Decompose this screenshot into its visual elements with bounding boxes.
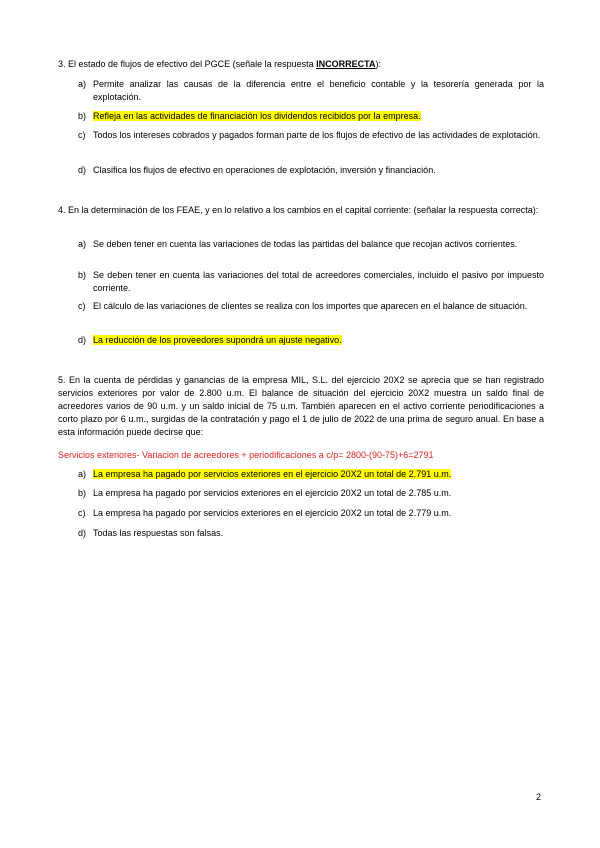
question-4-option-b <box>78 269 544 295</box>
question-3-text-end: ): <box>375 59 381 69</box>
option-letter: b) <box>78 488 87 498</box>
option-text: Se deben tener en cuenta las variaciones de todas las partidas del balance que recojan activos corrientes. <box>93 239 518 249</box>
option-text: Clasifica los flujos de efectivo en operaciones de explotación, inversión y financiación. <box>93 165 436 175</box>
option-letter: c) <box>78 301 86 311</box>
question-5-option-c <box>78 507 544 520</box>
option-letter: d) <box>78 335 87 345</box>
question-3-stem <box>58 58 544 71</box>
option-text: Todas las respuestas son falsas. <box>93 528 224 538</box>
option-letter: a) <box>78 469 87 479</box>
question-5-option-d <box>78 527 544 540</box>
question-4-stem <box>58 204 544 217</box>
option-letter: b) <box>78 270 87 280</box>
question-3-option-b <box>78 110 544 123</box>
question-3-option-d <box>78 164 544 177</box>
question-5-option-a <box>78 468 544 481</box>
solution-formula: Servicios exteriores- Variacion de acreedores + periodificaciones a c/p= 2800-(90-75)+6=2791 <box>58 450 434 460</box>
option-letter: a) <box>78 79 87 89</box>
option-text-highlighted: La empresa ha pagado por servicios exteriores en el ejercicio 20X2 un total de 2.791 u.m. <box>93 469 452 479</box>
option-text: Permite analizar las causas de la diferencia entre el beneficio contable y la tesorería generada por la explotación. <box>93 79 544 102</box>
option-letter: d) <box>78 528 87 538</box>
option-letter: b) <box>78 111 87 121</box>
question-5-text: 5. En la cuenta de pérdidas y ganancias de la empresa MIL, S.L. del ejercicio 20X2 se aprecia que se han registrado servicios exteriores por valor de 2.800 u.m. El balance de situación del ejercicio 20X2 muestra un saldo final de acreedores varios de 90 u.m. y un saldo inicial de 75 u.m. También aparecen en el activo corriente periodificaciones a corto plazo por 6 u.m., surgidas de la contratación y pago el 1 de julio de 2022 de una prima de seguro anual. En base a esta información puede decirse que: <box>58 375 544 437</box>
question-3-option-c <box>78 129 544 142</box>
question-4-option-d <box>78 334 544 347</box>
incorrecta-emphasis: INCORRECTA <box>316 59 376 69</box>
option-text-highlighted: Refleja en las actividades de financiación los dividendos recibidos por la empresa. <box>93 111 421 121</box>
page-number: 2 <box>536 792 542 802</box>
question-4-text: 4. En la determinación de los FEAE, y en lo relativo a los cambios en el capital corriente: (señalar la respuesta correcta): <box>58 205 539 215</box>
option-letter: c) <box>78 130 86 140</box>
question-5-option-b <box>78 487 544 500</box>
option-letter: d) <box>78 165 87 175</box>
option-letter: a) <box>78 239 87 249</box>
option-text: La empresa ha pagado por servicios exteriores en el ejercicio 20X2 un total de 2.785 u.m. <box>93 488 452 498</box>
question-3-option-a <box>78 78 544 104</box>
question-4-option-c <box>78 300 544 313</box>
option-letter: c) <box>78 508 86 518</box>
option-text-highlighted: La reducción de los proveedores supondrá un ajuste negativo. <box>93 335 342 345</box>
option-text: Todos los intereses cobrados y pagados forman parte de los flujos de efectivo de las actividades de explotación. <box>93 130 541 140</box>
option-text: Se deben tener en cuenta las variaciones del total de acreedores comerciales, incluido el pasivo por impuesto corriente. <box>93 270 544 293</box>
option-text: El cálculo de las variaciones de clientes se realiza con los importes que aparecen en el balance de situación. <box>93 301 528 311</box>
option-text: La empresa ha pagado por servicios exteriores en el ejercicio 20X2 un total de 2.779 u.m. <box>93 508 452 518</box>
question-4-option-a <box>78 238 544 251</box>
question-3-text: 3. El estado de flujos de efectivo del PGCE (señale la respuesta <box>58 59 317 69</box>
question-5-stem <box>58 374 544 439</box>
